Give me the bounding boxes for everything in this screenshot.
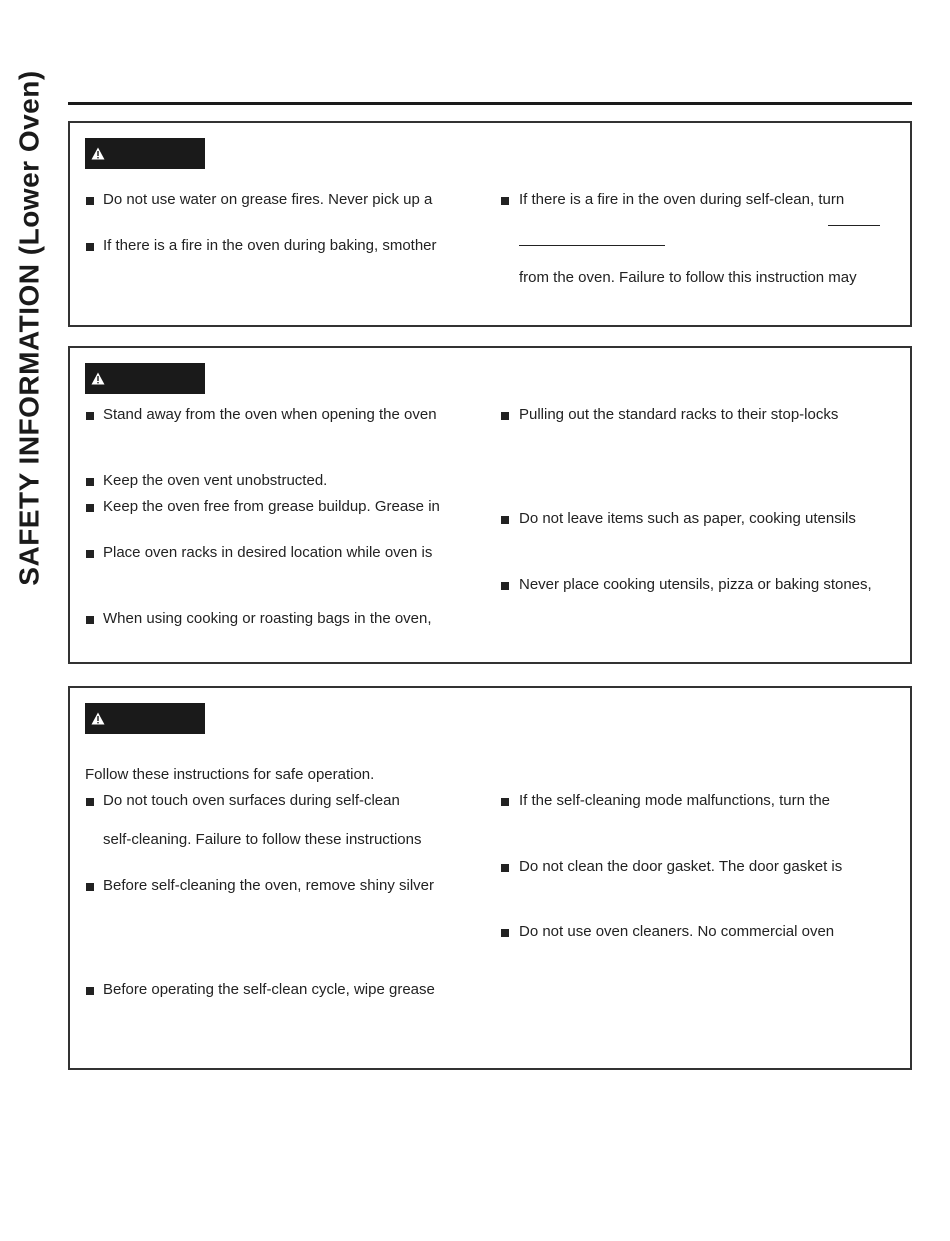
underline-rule [828, 225, 880, 226]
bullet [501, 798, 509, 806]
list-item: Before self-cleaning the oven, remove shiny silver [103, 877, 434, 894]
bullet [501, 197, 509, 205]
list-item-continued: from the oven. Failure to follow this instruction may [519, 269, 857, 286]
list-item: Do not use water on grease fires. Never pick up a [103, 191, 433, 208]
side-title [10, 38, 50, 618]
bullet [86, 197, 94, 205]
list-item: If there is a fire in the oven during self-clean, turn [519, 191, 845, 208]
list-item: Do not leave items such as paper, cooking utensils [519, 510, 856, 527]
list-item: Do not clean the door gasket. The door gasket is [519, 858, 843, 875]
list-item: Never place cooking utensils, pizza or baking stones, [519, 576, 872, 593]
bullet [86, 412, 94, 420]
bullet [501, 516, 509, 524]
list-item: Before operating the self-clean cycle, wipe grease [103, 981, 435, 998]
warning-triangle-icon [91, 147, 105, 160]
warning-triangle-icon [91, 712, 105, 725]
bullet [86, 798, 94, 806]
bullet [86, 550, 94, 558]
bullet [86, 987, 94, 995]
list-item: Place oven racks in desired location while oven is [103, 544, 433, 561]
top-rule [68, 102, 912, 105]
list-item: Keep the oven free from grease buildup. Grease in [103, 498, 440, 515]
underline-rule [519, 245, 665, 246]
warning-badge [85, 138, 205, 169]
intro-text: Follow these instructions for safe operation. [85, 766, 375, 783]
bullet [501, 929, 509, 937]
list-item-continued: self-cleaning. Failure to follow these instructions [103, 831, 422, 848]
bullet [86, 883, 94, 891]
warning-box-self-clean [68, 686, 912, 1070]
bullet [86, 478, 94, 486]
warning-badge [85, 363, 205, 394]
bullet [86, 243, 94, 251]
list-item: Stand away from the oven when opening the oven [103, 406, 437, 423]
list-item: When using cooking or roasting bags in the oven, [103, 610, 432, 627]
list-item: If the self-cleaning mode malfunctions, turn the [519, 792, 831, 809]
warning-box-fire [68, 121, 912, 327]
list-item: Keep the oven vent unobstructed. [103, 472, 328, 489]
bullet [86, 504, 94, 512]
bullet [501, 864, 509, 872]
warning-badge [85, 703, 205, 734]
bullet [86, 616, 94, 624]
list-item: If there is a fire in the oven during baking, smother [103, 237, 437, 254]
warning-box-oven [68, 346, 912, 664]
bullet [501, 412, 509, 420]
warning-triangle-icon [91, 372, 105, 385]
side-title-text: SAFETY INFORMATION (Lower Oven) [14, 70, 45, 586]
list-item: Do not use oven cleaners. No commercial oven [519, 923, 835, 940]
list-item: Pulling out the standard racks to their stop-locks [519, 406, 839, 423]
bullet [501, 582, 509, 590]
list-item: Do not touch oven surfaces during self-clean [103, 792, 400, 809]
